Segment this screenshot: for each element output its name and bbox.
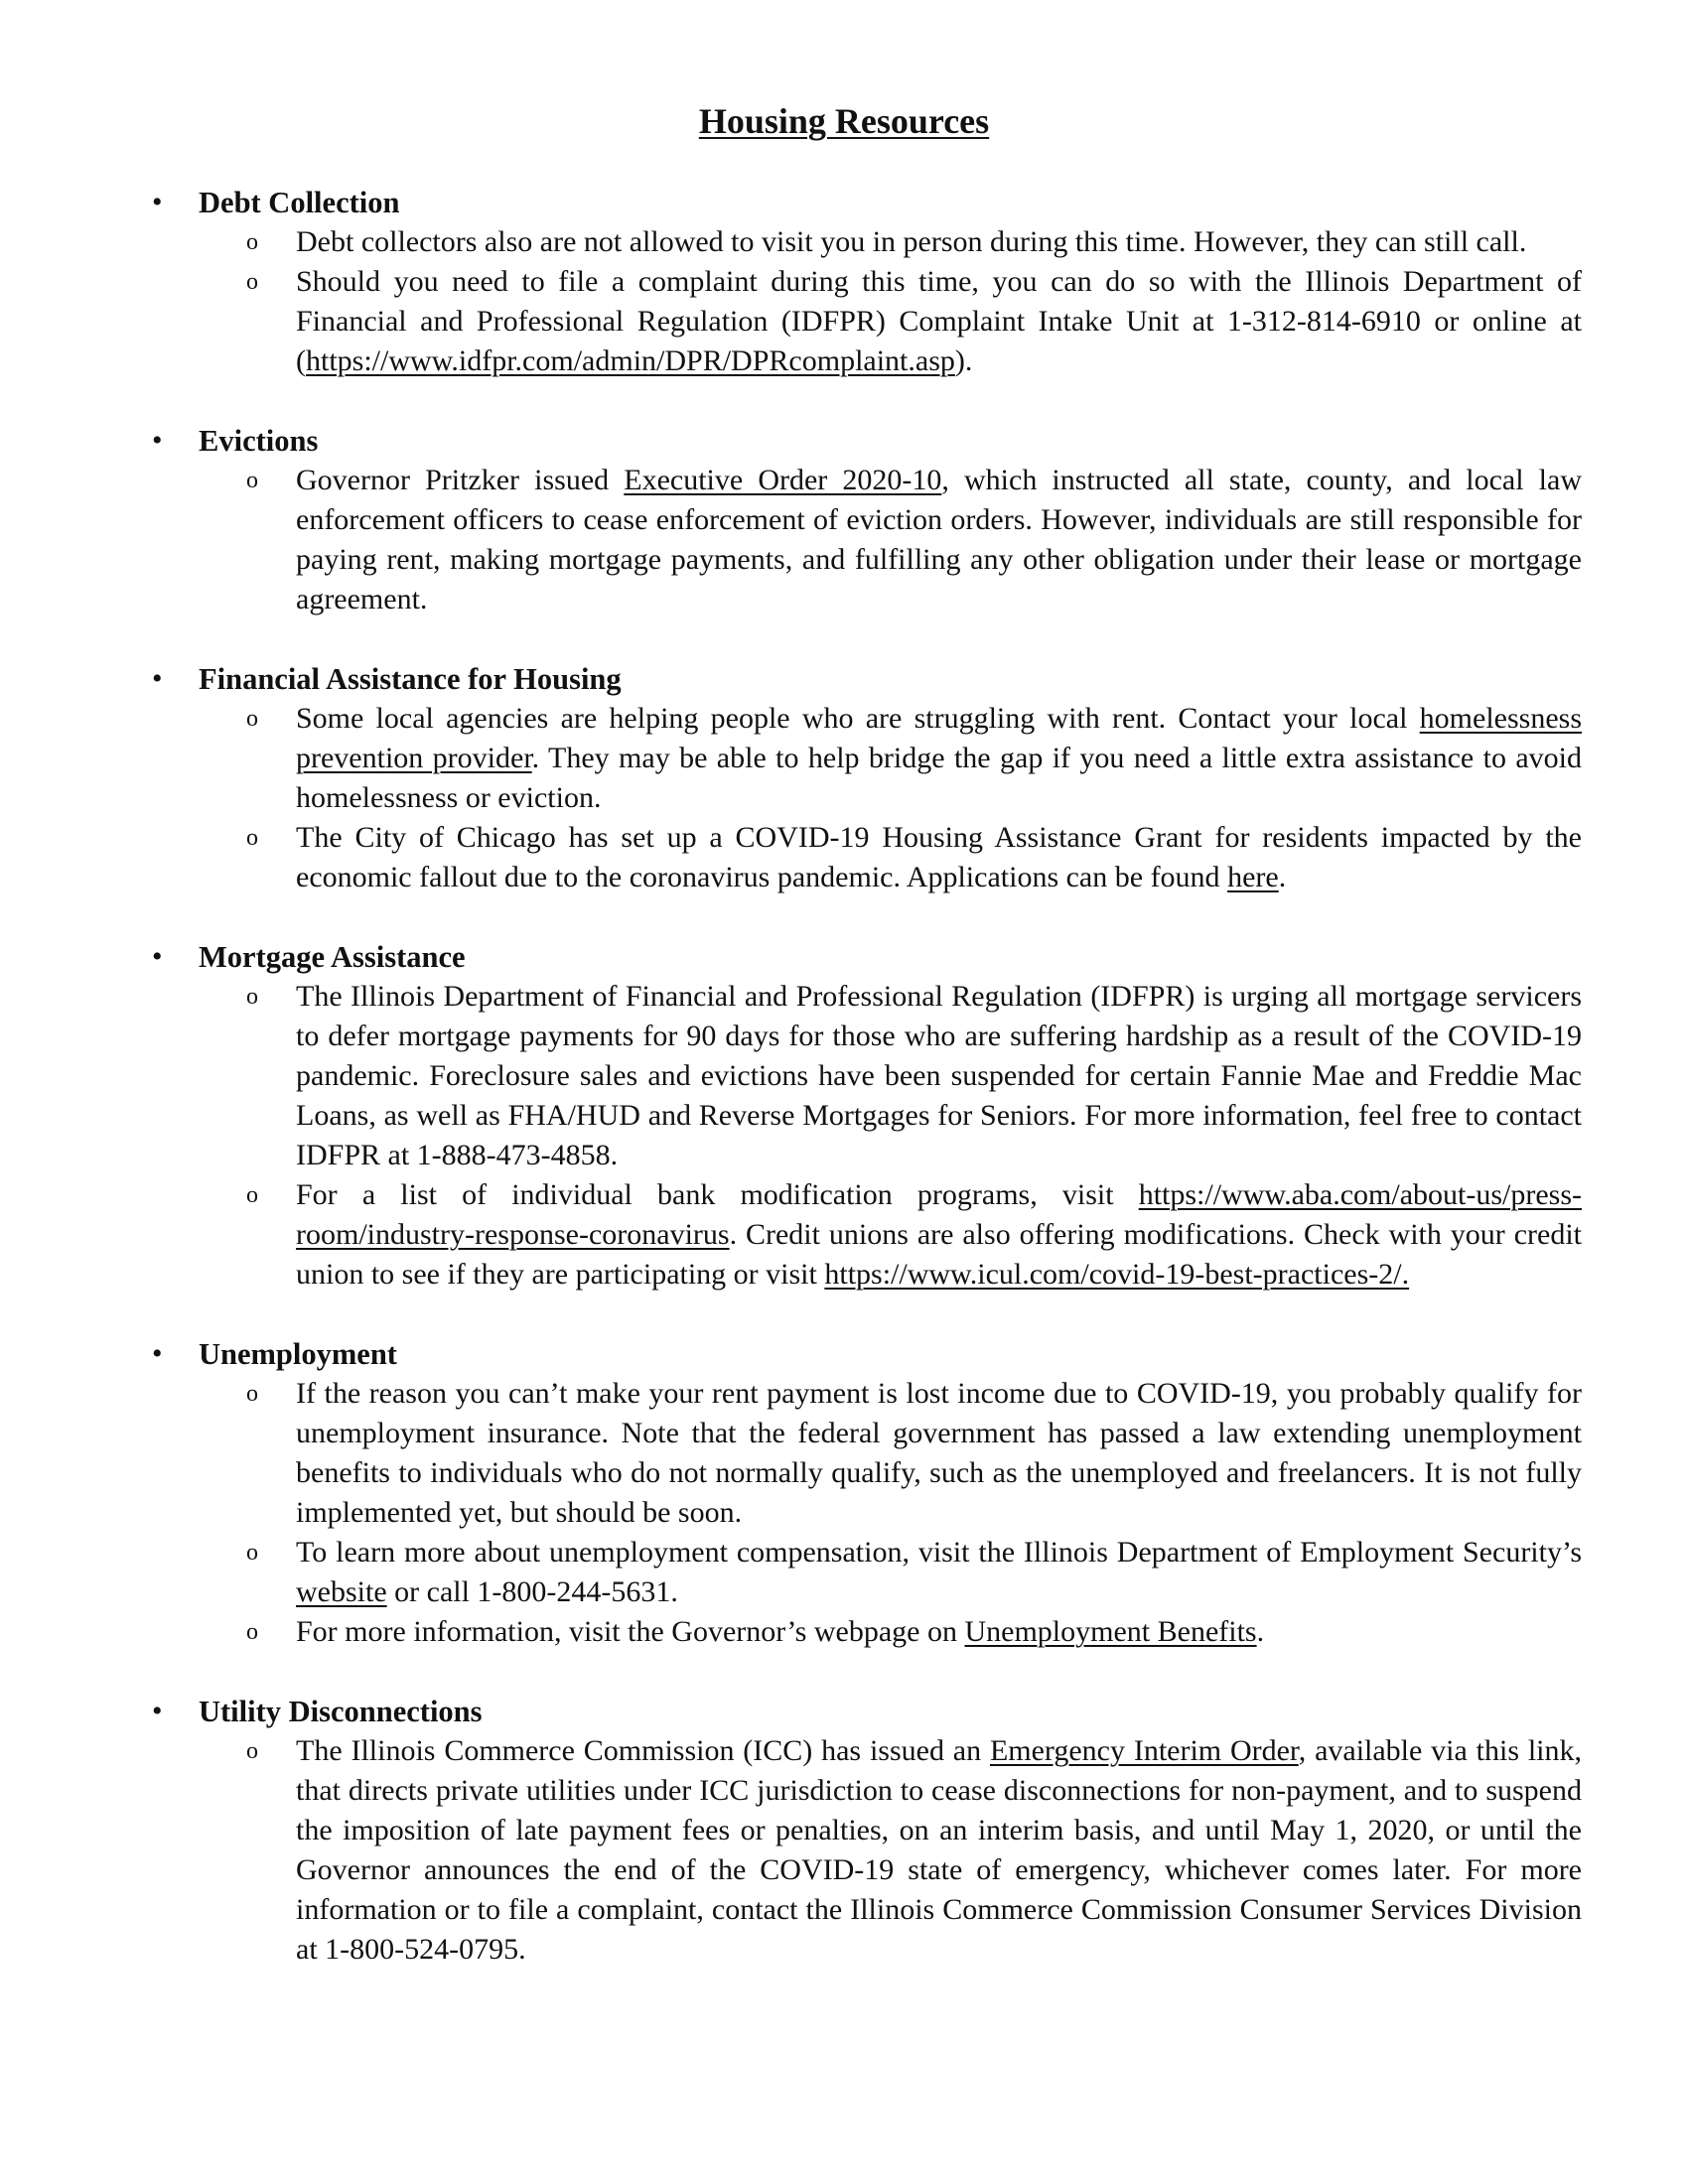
text-run: For more information, visit the Governor’s webpage on [296, 1615, 965, 1648]
section-title: Mortgage Assistance [199, 940, 466, 974]
list-item [0, 1533, 1688, 1612]
section-title: Evictions [199, 424, 319, 458]
item-text [296, 1612, 1582, 1652]
bullet-marker: • [152, 424, 163, 457]
resource-sections [0, 183, 1688, 2009]
section-financial-assistance-for-housing [0, 659, 1688, 897]
text-run: If the reason you can’t make your rent payment is lost income due to COVID-19, you probably qualify for unemployment insurance. Note that the federal government has passed a law extending unemployment benefits to individuals who do not normally qualify, such as the unemployed and freelancers. It is not fully implemented yet, but should be soon. [296, 1377, 1582, 1529]
text-run: Should you need to file a complaint during this time, you can do so with the Illinois Department of Financial and Professional Regulation (IDFPR) Complaint Intake Unit at 1-312-814-6910 or online at ( [296, 265, 1582, 377]
item-text [296, 1374, 1582, 1533]
sub-bullet-marker: o [246, 1381, 258, 1407]
bullet-marker: • [152, 940, 163, 973]
text-run: Governor Pritzker issued [296, 464, 625, 496]
link-here[interactable]: here [1227, 861, 1279, 893]
link-https-www-aba-com-about-us-press-room-in[interactable]: https://www.aba.com/about-us/press-room/industry-response-coronavirus [296, 1178, 1582, 1251]
text-run: . Credit unions are also offering modifications. Check with your credit union to see if they are participating or visit [296, 1218, 1582, 1291]
bullet-marker: • [152, 1337, 163, 1370]
section-heading [0, 1692, 1688, 1731]
list-item [0, 977, 1688, 1175]
text-run: Some local agencies are helping people who are struggling with rent. Contact your local [296, 702, 1420, 735]
link-emergency-interim-order[interactable]: Emergency Interim Order [989, 1734, 1299, 1767]
bullet-marker: • [152, 662, 163, 695]
list-item [0, 222, 1688, 262]
section-mortgage-assistance [0, 937, 1688, 1295]
section-title: Debt Collection [199, 186, 400, 219]
link-executive-order-2020-10[interactable]: Executive Order 2020-10 [624, 464, 942, 496]
section-title: Financial Assistance for Housing [199, 662, 622, 696]
section-heading [0, 183, 1688, 222]
section-heading [0, 421, 1688, 461]
sub-bullet-marker: o [246, 269, 258, 295]
link-unemployment-benefits[interactable]: Unemployment Benefits [964, 1615, 1257, 1648]
list-item [0, 1612, 1688, 1652]
page-title-text: Housing Resources [698, 101, 990, 141]
section-heading [0, 937, 1688, 977]
text-run: The City of Chicago has set up a COVID-19 Housing Assistance Grant for residents impacted by the economic fallout due to the coronavirus pandemic. Applications can be found [296, 821, 1582, 893]
sub-bullet-marker: o [246, 468, 258, 493]
link-website[interactable]: website [296, 1575, 387, 1608]
sub-bullet-marker: o [246, 229, 258, 255]
link-homelessness-prevention-provider[interactable]: homelessness prevention provider [296, 702, 1582, 774]
text-run: , available via this link, that directs private utilities under ICC jurisdiction to cease disconnections for non-payment, and to suspend the imposition of late payment fees or penalties, on an interim basis, and until May 1, 2020, or until the Governor announces the end of the COVID-19 state of emergency, whichever comes later. For more information or to file a complaint, contact the Illinois Commerce Commission Consumer Services Division at 1-800-524-0795. [296, 1734, 1583, 1966]
text-run: . [1278, 861, 1287, 893]
item-text [296, 262, 1582, 381]
item-text [296, 222, 1582, 262]
text-run: For a list of individual bank modification programs, visit [296, 1178, 1139, 1211]
link-https-www-icul-com-covid-19-best-practic[interactable]: https://www.icul.com/covid-19-best-practices-2/. [824, 1258, 1410, 1291]
section-title: Utility Disconnections [199, 1695, 483, 1728]
sub-bullet-marker: o [246, 1619, 258, 1645]
list-item [0, 262, 1688, 381]
section-heading [0, 659, 1688, 699]
bullet-marker: • [152, 186, 163, 218]
text-run: . [1256, 1615, 1265, 1648]
sub-bullet-marker: o [246, 1540, 258, 1566]
item-text [296, 1175, 1582, 1295]
list-item [0, 461, 1688, 619]
sub-bullet-marker: o [246, 1738, 258, 1764]
section-evictions [0, 421, 1688, 619]
sub-bullet-marker: o [246, 1182, 258, 1208]
item-text [296, 977, 1582, 1175]
section-utility-disconnections [0, 1692, 1688, 1970]
list-item [0, 1731, 1688, 1970]
section-debt-collection [0, 183, 1688, 381]
list-item [0, 1374, 1688, 1533]
item-text [296, 1533, 1582, 1612]
text-run: ). [954, 344, 973, 377]
text-run: . They may be able to help bridge the gap if you need a little extra assistance to avoid homelessness or eviction. [296, 742, 1582, 814]
text-run: , which instructed all state, county, and local law enforcement officers to cease enforcement of eviction orders. However, individuals are still responsible for paying rent, making mortgage payments, and fulfilling any other obligation under their lease or mortgage agreement. [296, 464, 1582, 615]
text-run: The Illinois Department of Financial and Professional Regulation (IDFPR) is urging all mortgage servicers to defer mortgage payments for 90 days for those who are suffering hardship as a result of the COVID-19 pandemic. Foreclosure sales and evictions have been suspended for certain Fannie Mae and Freddie Mac Loans, as well as FHA/HUD and Reverse Mortgages for Seniors. For more information, feel free to contact IDFPR at 1-888-473-4858. [296, 980, 1582, 1171]
section-heading [0, 1334, 1688, 1374]
text-run: Debt collectors also are not allowed to visit you in person during this time. However, they can still call. [296, 225, 1527, 258]
page-title [0, 99, 1688, 143]
sub-bullet-marker: o [246, 706, 258, 732]
text-run: The Illinois Commerce Commission (ICC) has issued an [296, 1734, 990, 1767]
list-item [0, 1175, 1688, 1295]
item-text [296, 699, 1582, 818]
bullet-marker: • [152, 1695, 163, 1727]
item-text [296, 1731, 1582, 1970]
section-title: Unemployment [199, 1337, 397, 1371]
section-unemployment [0, 1334, 1688, 1652]
sub-bullet-marker: o [246, 825, 258, 851]
list-item [0, 699, 1688, 818]
link-https-www-idfpr-com-admin-dpr-dprcomplai[interactable]: https://www.idfpr.com/admin/DPR/DPRcomplaint.asp [306, 344, 955, 377]
text-run: or call 1-800-244-5631. [386, 1575, 678, 1608]
item-text [296, 818, 1582, 897]
list-item [0, 818, 1688, 897]
sub-bullet-marker: o [246, 984, 258, 1010]
text-run: To learn more about unemployment compensation, visit the Illinois Department of Employment Security’s [296, 1536, 1582, 1569]
item-text [296, 461, 1582, 619]
